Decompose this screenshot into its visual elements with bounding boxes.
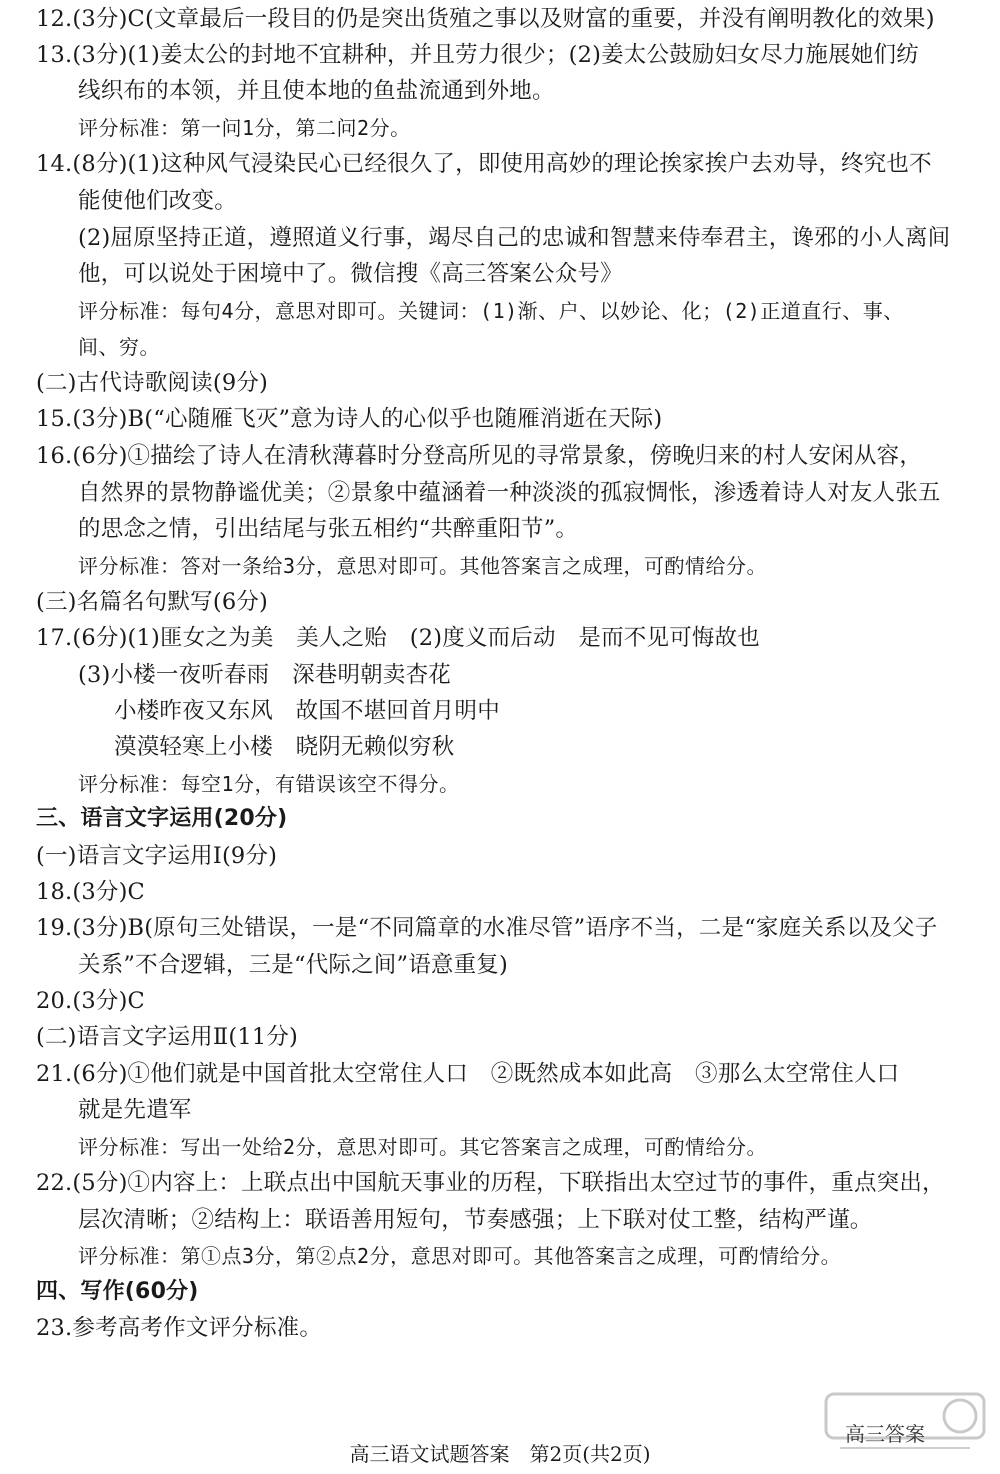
section-language-1: (一)语言文字运用Ⅰ(9分) bbox=[36, 843, 278, 869]
answer-19-cont: 关系”不合逻辑，三是“代际之间”语意重复) bbox=[78, 952, 508, 978]
answer-20: 20.(3分)C bbox=[36, 988, 145, 1014]
answer-13: 13.(3分)(1)姜太公的封地不宜耕种，并且劳力很少；(2)姜太公鼓励妇女尽力施展她们纺 bbox=[36, 42, 919, 68]
scoring-14: 评分标准：每句4分，意思对即可。关键词：(1)渐、户、以妙论、化；(2)正道直行、事、 bbox=[78, 299, 904, 323]
scoring-22: 评分标准：第①点3分，第②点2分，意思对即可。其他答案言之成理，可酌情给分。 bbox=[78, 1244, 842, 1268]
answer-16-cont-1: 自然界的景物静谧优美；②景象中蕴涵着一种淡淡的孤寂惆怅，渗透着诗人对友人张五 bbox=[78, 480, 941, 506]
answer-14-cont: 能使他们改变。 bbox=[78, 188, 237, 214]
section-recitation: (三)名篇名句默写(6分) bbox=[36, 589, 269, 615]
answer-19: 19.(3分)B(原句三处错误，一是“不同篇章的水准尽管”语序不当，二是“家庭关系以及父子 bbox=[36, 915, 938, 941]
answer-15: 15.(3分)B(“心随雁飞灭”意为诗人的心似乎也随雁消逝在天际) bbox=[36, 406, 663, 432]
answer-17: 17.(6分)(1)匪女之为美 美人之贻 (2)度义而后动 是而不见可悔故也 bbox=[36, 625, 760, 651]
answer-17-3: (3)小楼一夜听春雨 深巷明朝卖杏花 bbox=[78, 662, 451, 688]
section-language: 三、语言文字运用(20分) bbox=[36, 806, 288, 831]
answer-23: 23.参考高考作文评分标准。 bbox=[36, 1315, 323, 1341]
answer-17-3-line2: 小楼昨夜又东风 故国不堪回首月明中 bbox=[114, 698, 500, 724]
page-footer: 高三语文试题答案 第2页(共2页) bbox=[349, 1442, 651, 1466]
section-poetry: (二)古代诗歌阅读(9分) bbox=[36, 370, 269, 396]
answer-13-cont: 线织布的本领，并且使本地的鱼盐流通到外地。 bbox=[78, 78, 555, 104]
scoring-17: 评分标准：每空1分，有错误该空不得分。 bbox=[78, 772, 460, 796]
answer-17-3-line3: 漠漠轻寒上小楼 晓阴无赖似穷秋 bbox=[114, 734, 455, 760]
watermark-text: 高三答案 bbox=[845, 1422, 925, 1446]
answer-16-cont-2: 的思念之情，引出结尾与张五相约“共醉重阳节”。 bbox=[78, 516, 579, 542]
answer-21: 21.(6分)①他们就是中国首批太空常住人口 ②既然成本如此高 ③那么太空常住人口 bbox=[36, 1061, 900, 1087]
answer-14-2-cont: 他，可以说处于困境中了。微信搜《高三答案公众号》 bbox=[78, 261, 623, 287]
section-writing: 四、写作(60分) bbox=[36, 1279, 199, 1304]
answer-12: 12.(3分)C(文章最后一段目的仍是突出货殖之事以及财富的重要，并没有阐明教化的效果) bbox=[36, 6, 935, 32]
answer-14-2: (2)屈原坚持正道，遵照道义行事，竭尽自己的忠诚和智慧来侍奉君主，谗邪的小人离间 bbox=[78, 225, 951, 251]
section-language-2: (二)语言文字运用Ⅱ(11分) bbox=[36, 1024, 299, 1050]
scoring-16: 评分标准：答对一条给3分，意思对即可。其他答案言之成理，可酌情给分。 bbox=[78, 554, 768, 578]
answer-14: 14.(8分)(1)这种风气浸染民心已经很久了，即使用高妙的理论挨家挨户去劝导，终究也不 bbox=[36, 151, 932, 177]
scoring-21: 评分标准：写出一处给2分，意思对即可。其它答案言之成理，可酌情给分。 bbox=[78, 1135, 768, 1159]
scoring-13: 评分标准：第一问1分，第二问2分。 bbox=[78, 116, 411, 140]
answer-22-cont: 层次清晰；②结构上：联语善用短句，节奏感强；上下联对仗工整，结构严谨。 bbox=[78, 1207, 873, 1233]
answer-16: 16.(6分)①描绘了诗人在清秋薄暮时分登高所见的寻常景象，傍晚归来的村人安闲从容， bbox=[36, 443, 923, 469]
scoring-14-cont: 间、穷。 bbox=[78, 335, 160, 359]
answer-22: 22.(5分)①内容上：上联点出中国航天事业的历程，下联指出太空过节的事件，重点突出， bbox=[36, 1170, 945, 1196]
answer-18: 18.(3分)C bbox=[36, 879, 145, 905]
answer-21-cont: 就是先遣军 bbox=[78, 1097, 192, 1123]
